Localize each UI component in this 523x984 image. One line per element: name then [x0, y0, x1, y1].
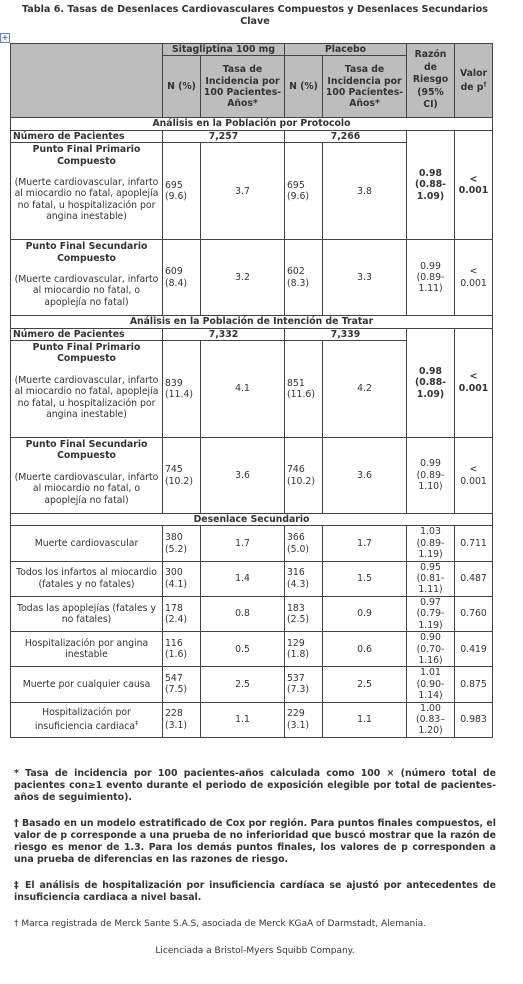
- header-row-1: [11, 44, 493, 56]
- num-pacientes-row: Número de Pacientes 7,257 7,266 0.98 (0.88-1.09) < 0.001: [11, 130, 493, 142]
- header-sitagliptina: Sitagliptina 100 mg: [163, 44, 285, 56]
- header-tasa-plac: Tasa de Incidencia por 100 Pacientes-Años*: [323, 56, 407, 118]
- header-n-sita: N (%): [163, 56, 201, 118]
- footnote-asterisk: * Tasa de incidencia por 100 pacientes-años calculada como 100 × (número total de pacientes con≥1 evento durante el periodo de exposición elegible por total de pacientes-años de seguimiento).: [14, 768, 496, 803]
- table-row: Muerte por cualquier causa 547 (7.5) 2.5 537 (7.3) 2.5 1.01 (0.90-1.14) 0.875: [11, 667, 493, 702]
- p-pp-primario: < 0.001: [455, 130, 493, 239]
- table-title: Tabla 6. Tasas de Desenlaces Cardiovasculares Compuestos y Desenlaces Secundarios Clave: [22, 4, 488, 27]
- section-secundario: Desenlace Secundario: [11, 514, 493, 526]
- results-table: [10, 43, 493, 738]
- table-row: Hospitalización por insuficiencia cardiaca‡ 228 (3.1) 1.1 229 (3.1) 1.1 1.00 (0.83–1.20) 0.983: [11, 702, 493, 737]
- razon-itt-primario: 0.98 (0.88-1.09): [407, 328, 455, 437]
- table-row: Punto Final Primario Compuesto (Muerte cardiovascular, infarto al miocardio no fatal, apoplejía no fatal, u hospitalización por angina inestable) 695 (9.6) 3.7 695 (9.6) 3.8: [11, 143, 493, 240]
- header-placebo: Placebo: [285, 44, 407, 56]
- footnote-ddagger: ‡ El análisis de hospitalización por insuficiencia cardíaca se ajustó por antecedentes de insuficiencia cardiaca a nivel basal.: [14, 880, 496, 903]
- table-row: Todos los infartos al miocardio (fatales y no fatales) 300 (4.1) 1.4 316 (4.3) 1.5 0.95 (0.81-1.11) 0.487: [11, 561, 493, 596]
- header-blank: [11, 44, 163, 118]
- table-row: Punto Final Secundario Compuesto (Muerte cardiovascular, infarto al miocardio no fatal, o apoplejía no fatal) 609 (8.4) 3.2 602 (8.3) 3.3 0.99 (0.89-1.11) < 0.001: [11, 240, 493, 316]
- header-razon: Razón de Riesgo (95% CI): [407, 44, 455, 118]
- footnote-license: Licenciada a Bristol-Myers Squibb Company.: [155, 946, 355, 956]
- header-n-plac: N (%): [285, 56, 323, 118]
- table-row: Hospitalización por angina inestable 116 (1.6) 0.5 129 (1.8) 0.6 0.90 (0.70-1.16) 0.419: [11, 632, 493, 667]
- table-row: Todas las apoplejías (fatales y no fatales) 178 (2.4) 0.8 183 (2.5) 0.9 0.97 (0.79-1.19) 0.760: [11, 596, 493, 631]
- table-row: Punto Final Primario Compuesto (Muerte cardiovascular, infarto al miocardio no fatal, apoplejía no fatal, u hospitalización por angina inestable) 839 (11.4) 4.1 851 (11.6) 4.2: [11, 341, 493, 438]
- section-protocolo: Análisis en la Población por Protocolo: [11, 118, 493, 130]
- table-row: Punto Final Secundario Compuesto (Muerte cardiovascular, infarto al miocardio no fatal, o apoplejía no fatal) 745 (10.2) 3.6 746 (10.2) 3.6 0.99 (0.89-1.10) < 0.001: [11, 438, 493, 514]
- num-pacientes-row: Número de Pacientes 7,332 7,339 0.98 (0.88-1.09) < 0.001: [11, 328, 493, 340]
- header-valor-p: Valor de p†: [455, 44, 493, 118]
- footnote-dagger: † Basado en un modelo estratificado de Cox por región. Para puntos finales compuestos, el valor de p corresponde a una prueba de no inferioridad que buscó mostrar que la razón de riesgo es menor de 1.3. Para los demás puntos finales, los valores de p corresponden a una prueba de diferencias en las razones de riesgo.: [14, 818, 496, 865]
- plus-box-icon[interactable]: +: [1, 33, 9, 42]
- table-row: Muerte cardiovascular 380 (5.2) 1.7 366 (5.0) 1.7 1.03 (0.89-1.19) 0.711: [11, 526, 493, 561]
- section-itt: Análisis en la Población de Intención de Tratar: [11, 316, 493, 328]
- p-itt-primario: < 0.001: [455, 328, 493, 437]
- header-tasa-sita: Tasa de Incidencia por 100 Pacientes-Años*: [201, 56, 285, 118]
- razon-pp-primario: 0.98 (0.88-1.09): [407, 130, 455, 239]
- footnote-trademark: † Marca registrada de Merck Sante S.A.S, asociada de Merck KGaA of Darmstadt, Alemania.: [14, 919, 427, 929]
